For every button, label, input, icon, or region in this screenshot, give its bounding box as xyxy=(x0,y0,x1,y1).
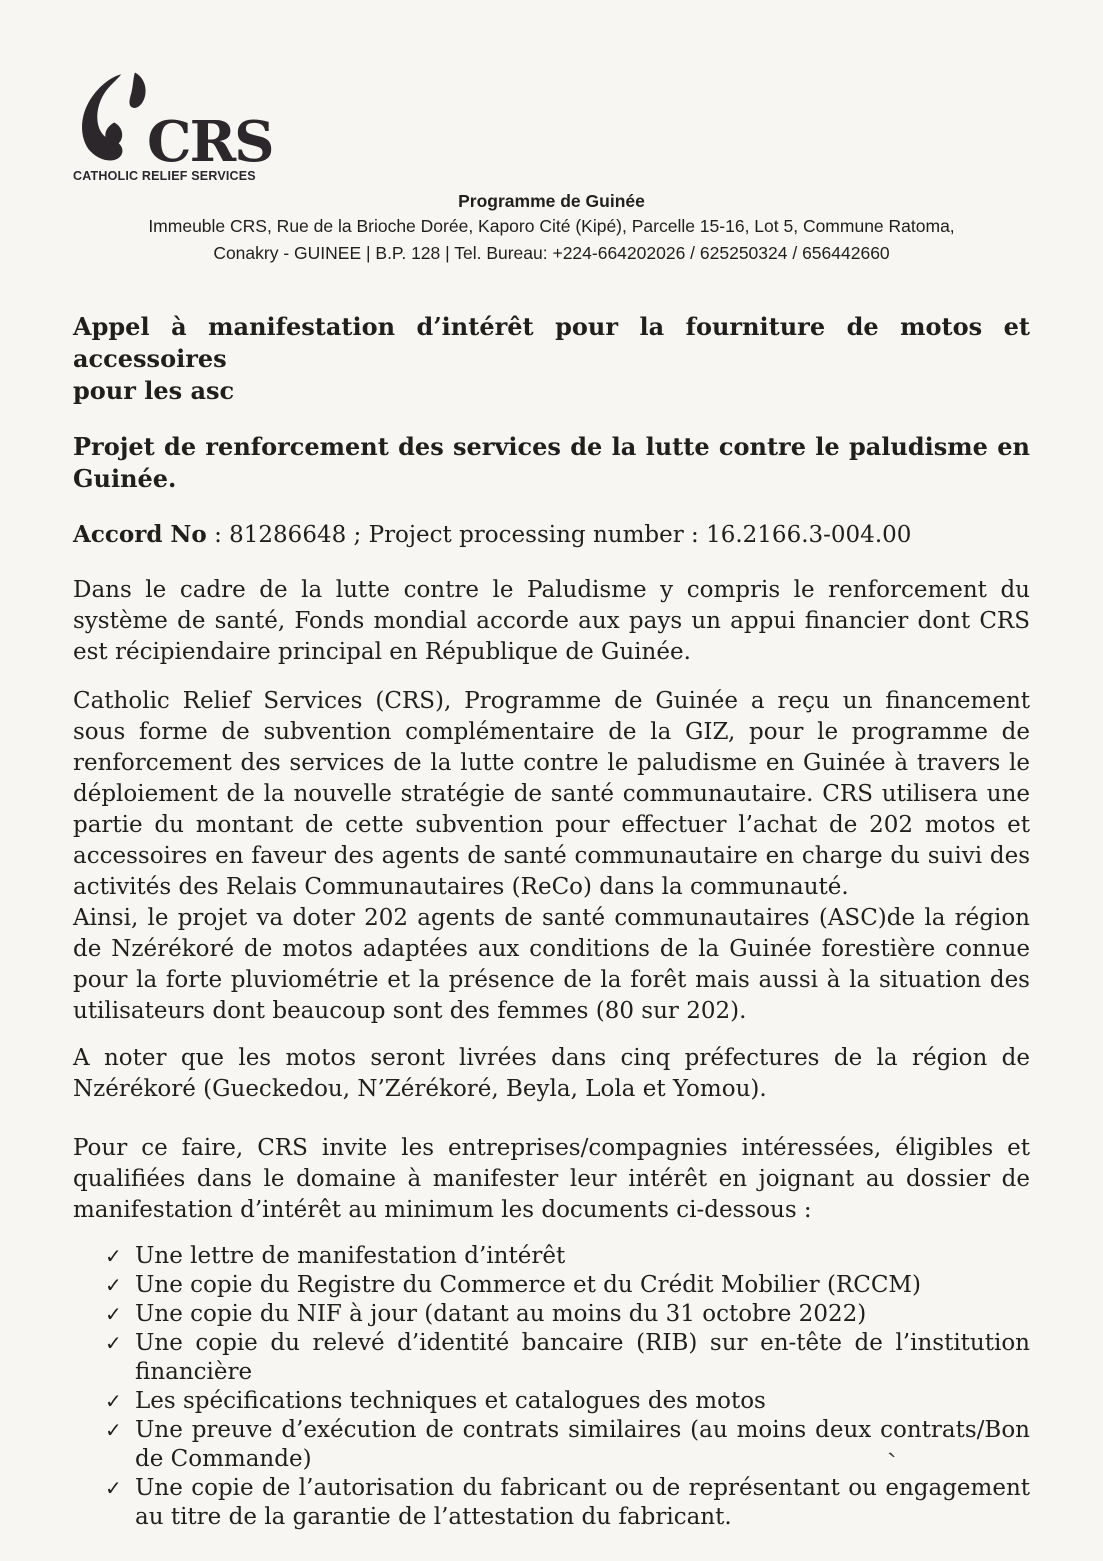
document-title xyxy=(73,311,1030,407)
checklist-item xyxy=(105,1300,1030,1329)
checklist-item xyxy=(105,1242,1030,1271)
accord-label: Accord No xyxy=(73,521,207,548)
checklist-item-text: Une copie du Registre du Commerce et du Crédit Mobilier (RCCM) xyxy=(135,1272,921,1298)
paragraph-invitation: Pour ce faire, CRS invite les entreprises/compagnies intéressées, éligibles et qualifiées dans le domaine à manifester leur intérêt en joignant au dossier de manifestation d’intérêt au minimum les documents ci-dessous : xyxy=(73,1135,1030,1223)
subtitle-line-1: Projet de renforcement des services de la lutte contre le paludisme en xyxy=(73,432,1030,461)
crs-tagline: CATHOLIC RELIEF SERVICES xyxy=(73,169,256,183)
check-icon: ✓ xyxy=(105,1418,122,1442)
paragraph-funding-context: Dans le cadre de la lutte contre le Paludisme y compris le renforcement du système de santé, Fonds mondial accorde aux pays un appui financier dont CRS est récipiendaire principal en République de Guinée. xyxy=(73,577,1030,665)
address-line-1: Immeuble CRS, Rue de la Brioche Dorée, Kaporo Cité (Kipé), Parcelle 15-16, Lot 5, Commune Ratoma, xyxy=(148,216,955,236)
checklist-item xyxy=(105,1271,1030,1300)
crs-logo xyxy=(73,72,273,183)
requirements-checklist xyxy=(73,1242,1030,1532)
checklist-item xyxy=(105,1387,1030,1416)
document-subtitle xyxy=(73,431,1030,495)
program-name: Programme de Guinée xyxy=(458,191,645,211)
accord-value: : 81286648 ; Project processing number : 16.2166.3-004.00 xyxy=(206,522,912,548)
title-line-1: Appel à manifestation d’intérêt pour la fourniture de motos et accessoires xyxy=(73,312,1030,373)
check-icon: ✓ xyxy=(105,1389,122,1413)
scan-artifact: ` xyxy=(885,1449,904,1481)
checklist-item xyxy=(105,1329,1030,1387)
check-icon: ✓ xyxy=(105,1273,122,1297)
check-icon: ✓ xyxy=(105,1244,122,1268)
check-icon: ✓ xyxy=(105,1302,122,1326)
paragraph-crs-financing: Catholic Relief Services (CRS), Programme de Guinée a reçu un financement sous forme de subvention complémentaire de la GIZ, pour le programme de renforcement des services de la lutte contre le paludisme en Guinée à travers le déploiement de la nouvelle stratégie de santé communautaire. CRS utilisera une partie du montant de cette subvention pour effectuer l’achat de 202 motos et accessoires en faveur des agents de santé communautaire en charge du suivi des activités des Relais Communautaires (ReCo) dans la communauté. xyxy=(73,688,1030,900)
title-line-2: pour les asc xyxy=(73,376,235,405)
accord-line xyxy=(73,519,1030,551)
paragraph-delivery-prefectures: A noter que les motos seront livrées dans cinq préfectures de la région de Nzérékoré (Gueckedou, N’Zérékoré, Beyla, Lola et Yomou). xyxy=(73,1045,1030,1102)
checklist-item-text: Une preuve d’exécution de contrats similaires (au moins deux contrats/Bon de Commande) xyxy=(135,1417,1030,1472)
crs-brand-text: CRS xyxy=(147,109,273,176)
address-line-2: Conakry - GUINEE | B.P. 128 | Tel. Bureau: +224-664202026 / 625250324 / 656442660 xyxy=(213,243,890,263)
checklist-item-text: Les spécifications techniques et catalogues des motos xyxy=(135,1388,766,1414)
org-header xyxy=(73,189,1030,267)
checklist-item xyxy=(105,1474,1030,1532)
check-icon: ✓ xyxy=(105,1331,122,1355)
checklist-item-text: Une lettre de manifestation d’intérêt xyxy=(135,1243,566,1269)
paragraph-project-scope: Ainsi, le projet va doter 202 agents de santé communautaires (ASC)de la région de Nzérékoré de motos adaptées aux conditions de la Guinée forestière connue pour la forte pluviométrie et la présence de la forêt mais aussi à la situation des utilisateurs dont beaucoup sont des femmes (80 sur 202). xyxy=(73,905,1030,1024)
checklist-item-text: Une copie du relevé d’identité bancaire (RIB) sur en-tête de l’institution financière xyxy=(135,1330,1030,1385)
subtitle-line-2: Guinée. xyxy=(73,464,177,493)
check-icon: ✓ xyxy=(105,1476,122,1500)
checklist-item-text: Une copie de l’autorisation du fabricant ou de représentant ou engagement au titre de la garantie de l’attestation du fabricant. xyxy=(135,1475,1030,1530)
checklist-item-text: Une copie du NIF à jour (datant au moins du 31 octobre 2022) xyxy=(135,1301,867,1327)
